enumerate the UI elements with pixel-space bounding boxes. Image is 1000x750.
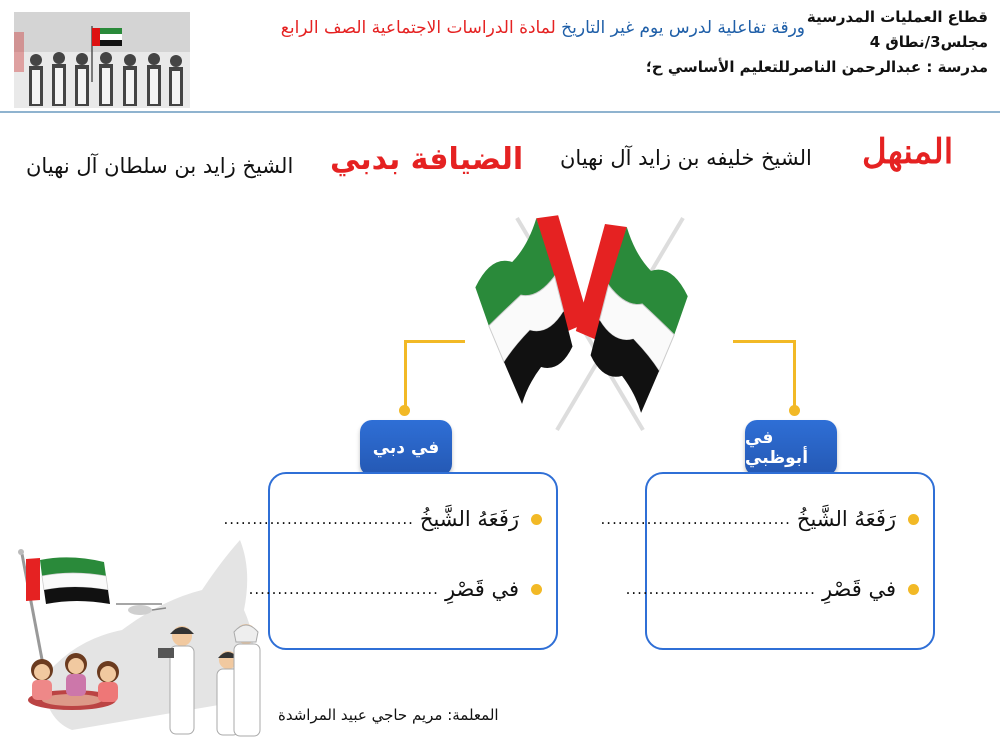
drag-word-dubai-hospitality[interactable]: الضيافة بدبي (330, 142, 524, 177)
header-photo (14, 12, 190, 108)
bullet-icon (908, 514, 919, 525)
header-sector-line: قطاع العمليات المدرسية (806, 8, 988, 26)
connector-dot-dubai (399, 405, 410, 416)
worksheet-title-part1: ورقة تفاعلية لدرس يوم غير التاريخ (561, 18, 805, 38)
drag-word-almanhal[interactable]: المنهل (862, 132, 954, 172)
card-abudhabi (600, 472, 935, 650)
abudhabi-blank-palace[interactable]: ................................. (625, 580, 816, 598)
drag-word-sheikh-zayed[interactable]: الشيخ زايد بن سلطان آل نهيان (26, 154, 294, 178)
row-label: رَفَعَهُ الشَّيخُ (419, 507, 519, 531)
connector-dubai (404, 340, 465, 413)
connector-abudhabi (733, 340, 796, 413)
abudhabi-row-palace (625, 572, 919, 606)
worksheet-title (281, 18, 805, 38)
header-divider (0, 111, 1000, 113)
abudhabi-row-raised-by (600, 502, 919, 536)
bullet-icon (531, 584, 542, 595)
header-council-line: مجلس3/نطاق 4 (869, 33, 988, 51)
row-label: في قَصْرِ (821, 577, 896, 601)
header-school-line: مدرسة : عبدالرحمن الناصرللتعليم الأساسي ح؛ (645, 58, 988, 76)
dubai-blank-palace[interactable]: ................................. (248, 580, 439, 598)
bullet-icon (908, 584, 919, 595)
teacher-name: المعلمة: مريم حاجي عبيد المراشدة (278, 706, 499, 724)
bullet-icon (531, 514, 542, 525)
children-group-icon (28, 653, 119, 710)
card-dubai (223, 472, 558, 650)
dubai-blank-raised-by[interactable]: ................................. (223, 510, 414, 528)
dubai-row-palace (248, 572, 542, 606)
tag-in-abudhabi: في أبوظبي (745, 420, 837, 476)
connector-dot-abudhabi (789, 405, 800, 416)
crossed-uae-flags-icon (455, 210, 745, 435)
worksheet-title-part2: لمادة الدراسات الاجتماعية الصف الرابع (280, 18, 556, 38)
tag-in-dubai: في دبي (360, 420, 452, 476)
row-label: رَفَعَهُ الشَّيخُ (796, 507, 896, 531)
drag-word-sheikh-khalifa[interactable]: الشيخ خليفه بن زايد آل نهيان (560, 146, 812, 170)
abudhabi-blank-raised-by[interactable]: ................................. (600, 510, 791, 528)
dubai-row-raised-by (223, 502, 542, 536)
remote-control-icon (158, 648, 174, 658)
national-day-illustration (12, 530, 270, 745)
row-label: في قَصْرِ (444, 577, 519, 601)
